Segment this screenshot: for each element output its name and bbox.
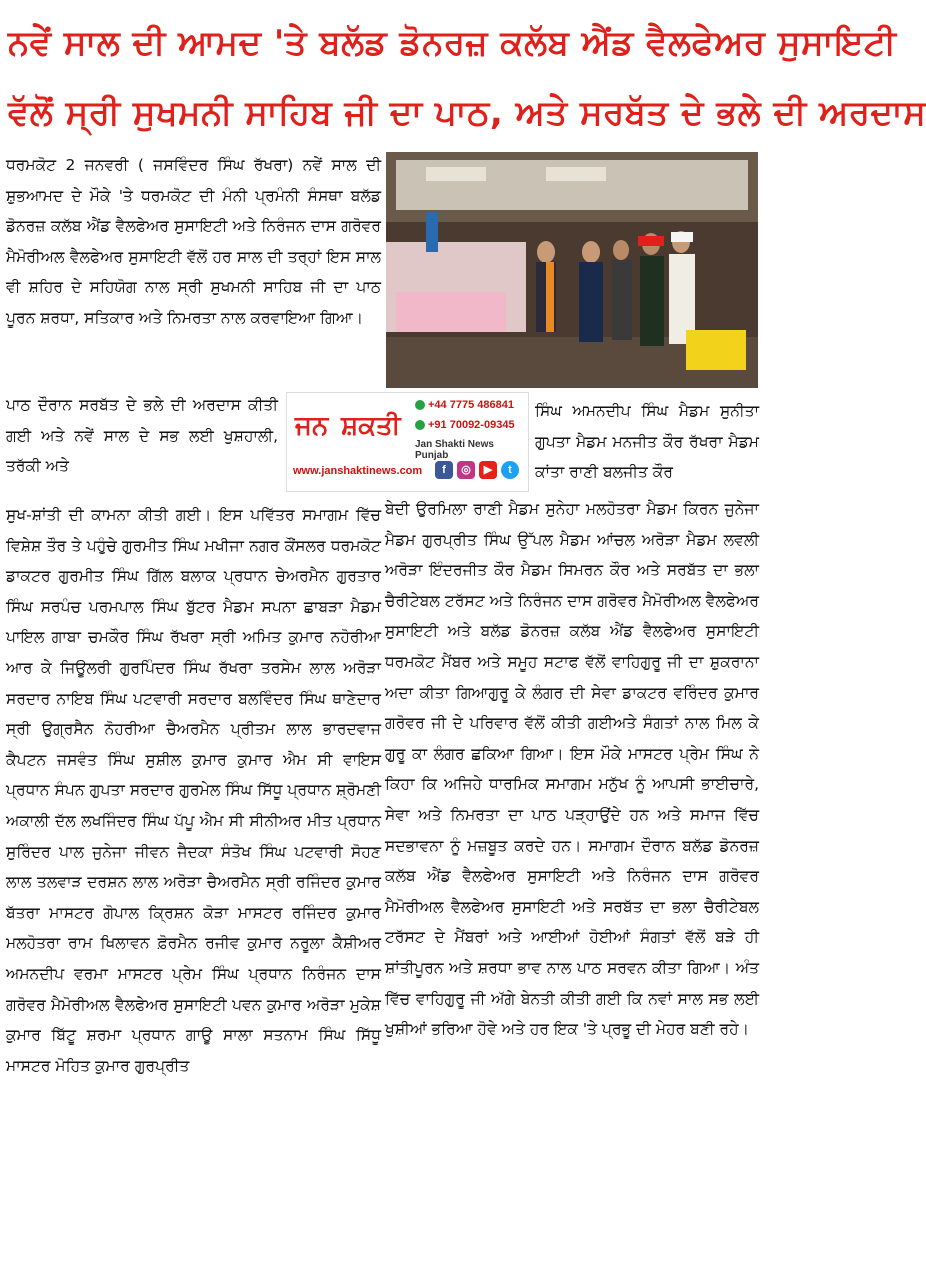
brand-shakti: ਸ਼ਕਤੀ <box>341 411 401 441</box>
article-paragraph: ਧਰਮਕੋਟ 2 ਜਨਵਰੀ ( ਜਸਵਿੰਦਰ ਸਿੰਘ ਰੱਖਰਾ) ਨਵੇਂ ਸਾਲ ਦੀ ਸ਼ੁਭਆਮਦ ਦੇ ਮੌਕੇ 'ਤੇ ਧਰਮਕੋਟ ਦੀ ਮੰਨੀ ਪ੍ਰਮੰਨੀ ਸੰਸਥਾ ਬਲੱਡ ਡੋਨਰਜ਼ ਕਲੱਬ ਐਂਡ ਵੈਲਫੇਅਰ ਸੁਸਾਇਟੀ ਅਤੇ ਨਿਰੰਜਨ ਦਾਸ ਗਰੋਵਰ ਮੈਮੋਰੀਅਲ ਵੈਲਫੇਅਰ ਸੁਸਾਇਟੀ ਵੱਲੋਂ ਹਰ ਸਾਲ ਦੀ ਤਰ੍ਹਾਂ ਇਸ ਸਾਲ ਵੀ ਸ਼ਹਿਰ ਦੇ ਸਹਿਯੋਗ ਨਾਲ ਸ੍ਰੀ ਸੁਖਮਨੀ ਸਾਹਿਬ ਜੀ ਦਾ ਪਾਠ ਪੂਰਨ ਸ਼ਰਧਾ, ਸਤਿਕਾਰ ਅਤੇ ਨਿਮਰਤਾ ਨਾਲ ਕਰਵਾਇਆ ਗਿਆ। <box>6 156 381 327</box>
article-paragraph: ਬੇਦੀ ਉਰਮਿਲਾ ਰਾਣੀ ਮੈਡਮ ਸੁਨੇਹਾ ਮਲਹੋਤਰਾ ਮੈਡਮ ਕਿਰਨ ਜੁਨੇਜਾ ਮੈਡਮ ਗੁਰਪ੍ਰੀਤ ਸਿੰਘ ਉੱਪਲ ਮੈਡਮ ਆਂਚਲ ਅਰੋੜਾ ਮੈਡਮ ਲਵਲੀ ਅਰੋੜਾ ਇੰਦਰਜੀਤ ਕੌਰ ਮੈਡਮ ਸਿਮਰਨ ਕੌਰ ਅਤੇ ਸਰਬੱਤ ਦਾ ਭਲਾ ਚੈਰੀਟੇਬਲ ਟਰੱਸਟ ਅਤੇ ਨਿਰੰਜਨ ਦਾਸ ਗਰੋਵਰ ਮੈਮੋਰੀਅਲ ਵੈਲਫੇਅਰ ਸੁਸਾਇਟੀ ਅਤੇ ਬਲੱਡ ਡੋਨਰਜ਼ ਕਲੱਬ ਐਂਡ ਵੈਲਫੇਅਰ ਸੁਸਾਇਟੀ ਧਰਮਕੋਟ ਮੈਂਬਰ ਅਤੇ ਸਮੂਹ ਸਟਾਫ ਵੱਲੋਂ ਵਾਹਿਗੁਰੂ ਜੀ ਦਾ ਸ਼ੁਕਰਾਨਾ ਅਦਾ ਕੀਤਾ ਗਿਆਗੁਰੂ ਕੇ ਲੰਗਰ ਦੀ ਸੇਵਾ ਡਾਕਟਰ ਵਰਿੰਦਰ ਕੁਮਾਰ ਗਰੋਵਰ ਜੀ ਦੇ ਪਰਿਵਾਰ ਵੱਲੋਂ ਕੀਤੀ ਗਈਅਤੇ ਸੰਗਤਾਂ ਨਾਲ ਮਿਲ ਕੇ ਗੁਰੂ ਕਾ ਲੰਗਰ ਛਕਿਆ ਗਿਆ। ਇਸ ਮੌਕੇ ਮਾਸਟਰ ਪ੍ਰੇਮ ਸਿੰਘ ਨੇ ਕਿਹਾ ਕਿ ਅਜਿਹੇ ਧਾਰਮਿਕ ਸਮਾਗਮ ਮਨੁੱਖ ਨੂੰ ਆਪਸੀ ਭਾਈਚਾਰੇ, ਸੇਵਾ ਅਤੇ ਨਿਮਰਤਾ ਦਾ ਪਾਠ ਪੜ੍ਹਾਉਂਦੇ ਹਨ ਅਤੇ ਸਮਾਜ ਵਿੱਚ ਸਦਭਾਵਨਾ ਨੂੰ ਮਜ਼ਬੂਤ ਕਰਦੇ ਹਨ। ਸਮਾਗਮ ਦੌਰਾਨ ਬਲੱਡ ਡੋਨਰਜ਼ ਕਲੱਬ ਐਂਡ ਵੈਲਫੇਅਰ ਸੁਸਾਇਟੀ ਅਤੇ ਨਿਰੰਜਨ ਦਾਸ ਗਰੋਵਰ ਮੈਮੋਰੀਅਲ ਵੈਲਫੇਅਰ ਸੁਸਾਇਟੀ ਅਤੇ ਸਰਬੱਤ ਦਾ ਭਲਾ ਚੈਰੀਟੇਬਲ ਟਰੱਸਟ ਦੇ ਮੈਂਬਰਾਂ ਅਤੇ ਆਈਆਂ ਹੋਈਆਂ ਸੰਗਤਾਂ ਵੱਲੋਂ ਬੜੇ ਹੀ ਸ਼ਾਂਤੀਪੂਰਨ ਅਤੇ ਸ਼ਰਧਾ ਭਾਵ ਨਾਲ ਪਾਠ ਸਰਵਨ ਕੀਤਾ ਗਿਆ। ਅੰਤ ਵਿੱਚ ਵਾਹਿਗੁਰੂ ਜੀ ਅੱਗੇ ਬੇਨਤੀ ਕੀਤੀ ਗਈ ਕਿ ਨਵਾਂ ਸਾਲ ਸਭ ਲਈ ਖੁਸ਼ੀਆਂ ਭਰਿਆ ਹੋਵੇ ਅਤੇ ਹਰ ਇਕ 'ਤੇ ਪ੍ਰਭੂ ਦੀ ਮੇਹਰ ਬਣੀ ਰਹੇ। <box>385 500 759 1039</box>
article-column-right <box>385 494 759 1270</box>
article-column-left-top <box>6 150 381 390</box>
event-photo <box>386 152 758 388</box>
photo-illustration <box>386 152 758 388</box>
article-paragraph: ਪਾਠ ਦੌਰਾਨ ਸਰਬੱਤ ਦੇ ਭਲੇ ਦੀ ਅਰਦਾਸ ਕੀਤੀ ਗਈ ਅਤੇ ਨਵੇਂ ਸਾਲ ਦੇ ਸਭ ਲਈ ਖੁਸ਼ਹਾਲੀ, ਤਰੱਕੀ ਅਤੇ <box>6 396 278 476</box>
brand-mark <box>291 397 407 459</box>
phone-in-number: +91 70092-09345 <box>428 419 515 431</box>
headline-line-1: ਨਵੇਂ ਸਾਲ ਦੀ ਆਮਦ 'ਤੇ ਬਲੱਡ ਡੋਨਰਜ਼ ਕਲੱਬ ਐਂਡ ਵੈਲਫੇਅਰ ਸੁਸਾਇਟੀ <box>8 23 897 63</box>
instagram-icon[interactable]: ◎ <box>457 461 475 479</box>
headline <box>8 8 926 148</box>
logo-tagline: Jan Shakti News Punjab <box>415 439 494 461</box>
twitter-icon[interactable]: t <box>501 461 519 479</box>
phone-uk <box>415 399 514 411</box>
phone-in <box>415 419 515 431</box>
article-paragraph: ਸੁਖ-ਸ਼ਾਂਤੀ ਦੀ ਕਾਮਨਾ ਕੀਤੀ ਗਈ। ਇਸ ਪਵਿੱਤਰ ਸਮਾਗਮ ਵਿੱਚ ਵਿਸ਼ੇਸ਼ ਤੌਰ ਤੇ ਪਹੁੰਚੇ ਗੁਰਮੀਤ ਸਿੰਘ ਮਖੀਜਾ ਨਗਰ ਕੌਂਸਲਰ ਧਰਮਕੋਟ ਡਾਕਟਰ ਗੁਰਮੀਤ ਸਿੰਘ ਗਿੱਲ ਬਲਾਕ ਪ੍ਰਧਾਨ ਚੇਅਰਮੈਨ ਗੁਰਤਾਰ ਸਿੰਘ ਸਰਪੰਚ ਪਰਮਪਾਲ ਸਿੰਘ ਬੁੱਟਰ ਮੈਡਮ ਸਪਨਾ ਛਾਬੜਾ ਮੈਡਮ ਪਾਇਲ ਗਾਬਾ ਚਮਕੌਰ ਸਿੰਘ ਰੱਖਰਾ ਸ੍ਰੀ ਅਮਿਤ ਕੁਮਾਰ ਨਹੋਰੀਆ ਆਰ ਕੇ ਜਿਊਲਰੀ ਗੁਰਪਿੰਦਰ ਸਿੰਘ ਰੱਖਰਾ ਤਰਸੇਮ ਲਾਲ ਅਰੋੜਾ ਸਰਦਾਰ ਨਾਇਬ ਸਿੰਘ ਪਟਵਾਰੀ ਸਰਦਾਰ ਬਲਵਿੰਦਰ ਸਿੰਘ ਥਾਣੇਦਾਰ ਸ੍ਰੀ ਉਗ੍ਰਸੈਨ ਨੋਹਰੀਆ ਚੈਅਰਮੈਨ ਪ੍ਰੀਤਮ ਲਾਲ ਭਾਰਦਵਾਜ ਕੈਪਟਨ ਜਸਵੰਤ ਸਿੰਘ ਸੁਸ਼ੀਲ ਕੁਮਾਰ ਕੁਮਾਰ ਐਮ ਸੀ ਵਾਇਸ ਪ੍ਰਧਾਨ ਸੰਪਨ ਗੁਪਤਾ ਸਰਦਾਰ ਗੁਰਮੇਲ ਸਿੰਘ ਸਿੱਧੂ ਪ੍ਰਧਾਨ ਸ਼੍ਰੋਮਣੀ ਅਕਾਲੀ ਦੱਲ ਲਖਜਿੰਦਰ ਸਿੰਘ ਪੱਪੂ ਐਮ ਸੀ ਸੀਨੀਅਰ ਮੀਤ ਪ੍ਰਧਾਨ ਸੁਰਿੰਦਰ ਪਾਲ ਜੁਨੇਜਾ ਜੀਵਨ ਜੈਦਕਾ ਸੰਤੋਖ ਸਿੰਘ ਪਟਵਾਰੀ ਸੋਹਣ ਲਾਲ ਤਲਵਾੜ ਦਰਸ਼ਨ ਲਾਲ ਅਰੋੜਾ ਚੈਅਰਮੈਨ ਸ੍ਰੀ ਰਜਿੰਦਰ ਕੁਮਾਰ ਬੱਤਰਾ ਮਾਸਟਰ ਗੋਪਾਲ ਕ੍ਰਿਸ਼ਨ ਕੋੜਾ ਮਾਸਟਰ ਰਜਿੰਦਰ ਕੁਮਾਰ ਮਲਹੋਤਰਾ ਰਾਮ ਖਿਲਾਵਨ ਫ਼ੋਰਮੈਨ ਰਜੀਵ ਕੁਮਾਰ ਨਰੂਲਾ ਕੈਸ਼ੀਅਰ ਅਮਨਦੀਪ ਵਰਮਾ ਮਾਸਟਰ ਪ੍ਰੇਮ ਸਿੰਘ ਪ੍ਰਧਾਨ ਨਿਰੰਜਨ ਦਾਸ ਗਰੋਵਰ ਮੈਮੋਰੀਅਲ ਵੈਲਫੇਅਰ ਸੁਸਾਇਟੀ ਪਵਨ ਕੁਮਾਰ ਅਰੋੜਾ ਮੁਕੇਸ਼ ਕੁਮਾਰ ਬਿੱਟੂ ਸ਼ਰਮਾ ਪ੍ਰਧਾਨ ਗਾਊ ਸਾਲਾ ਸਤਨਾਮ ਸਿੰਘ ਸਿੱਧੂ ਮਾਸਟਰ ਮੋਹਿਤ ਕੁਮਾਰ ਗੁਰਪ੍ਰੀਤ <box>6 506 381 1075</box>
article-column-left-bottom <box>6 500 381 1270</box>
jan-shakti-logo <box>286 392 529 492</box>
headline-line-2: ਵੱਲੋਂ ਸ੍ਰੀ ਸੁਖਮਨੀ ਸਾਹਿਬ ਜੀ ਦਾ ਪਾਠ, ਅਤੇ ਸਰਬੱਤ ਦੇ ਭਲੇ ਦੀ ਅਰਦਾਸ <box>8 93 926 133</box>
brand-jan: ਜਨ <box>295 411 329 441</box>
article-paragraph: ਸਿੰਘ ਅਮਨਦੀਪ ਸਿੰਘ ਮੈਡਮ ਸੁਨੀਤਾ ਗੁਪਤਾ ਮੈਡਮ ਮਨਜੀਤ ਕੌਰ ਰੱਖਰਾ ਮੈਡਮ ਕਾਂਤਾ ਰਾਣੀ ਬਲਜੀਤ ਕੌਰ <box>535 402 759 482</box>
website-url[interactable]: www.janshaktinews.com <box>293 465 423 477</box>
youtube-icon[interactable]: ▶ <box>479 461 497 479</box>
whatsapp-icon <box>415 420 425 430</box>
whatsapp-icon <box>415 400 425 410</box>
phone-uk-number: +44 7775 486841 <box>428 399 514 411</box>
facebook-icon[interactable]: f <box>435 461 453 479</box>
article-column-left-narrow <box>6 390 278 500</box>
article-column-right-top <box>535 396 759 494</box>
